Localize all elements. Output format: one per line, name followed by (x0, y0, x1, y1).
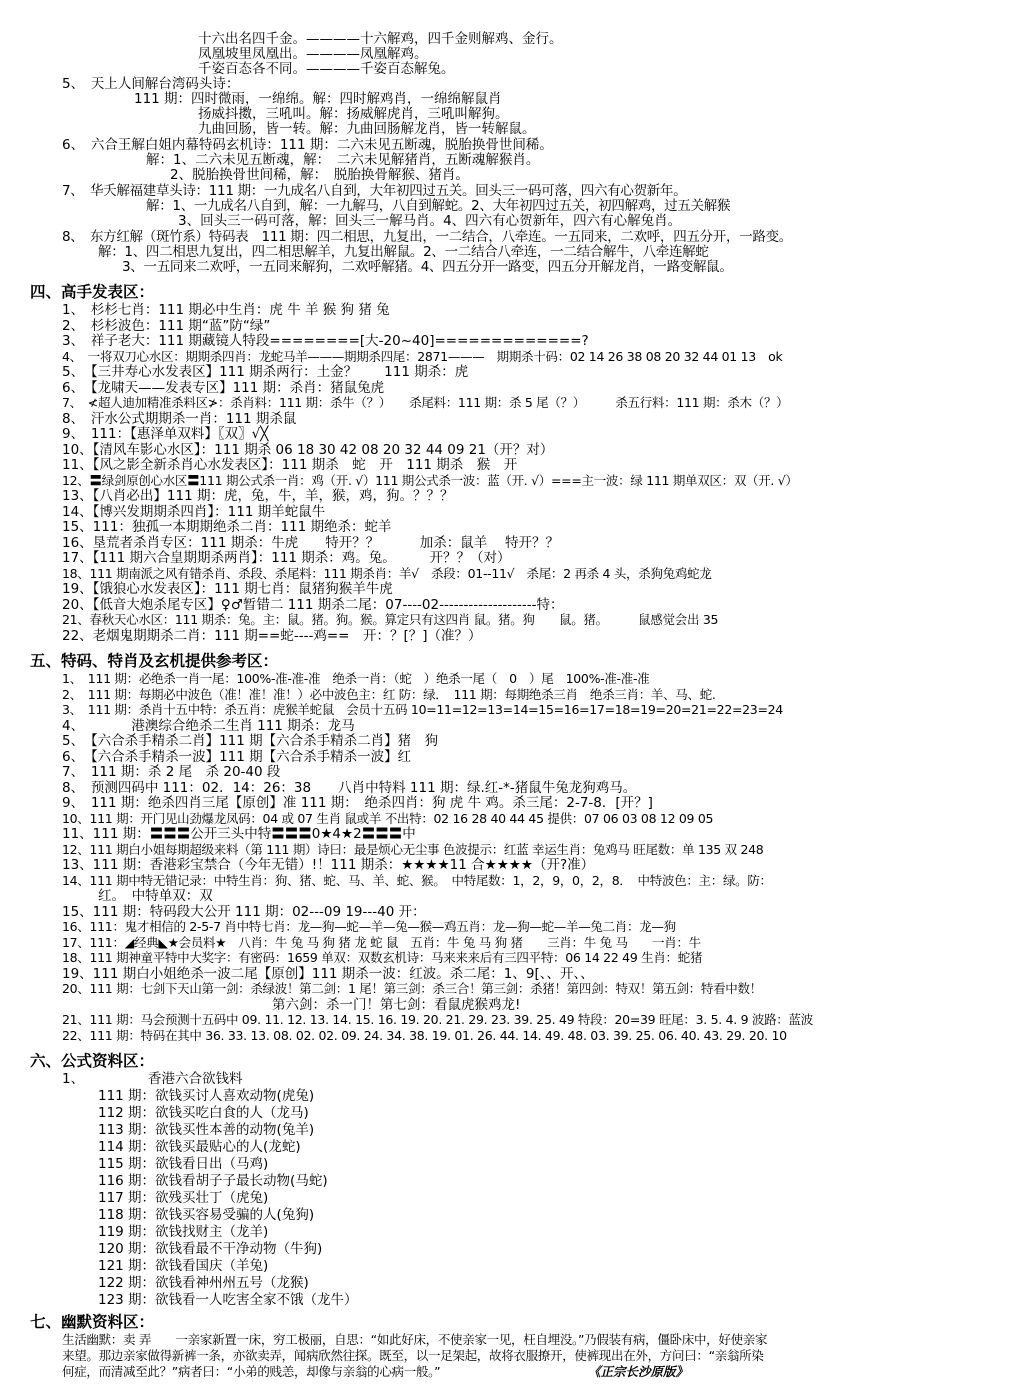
top-line: 2、脱胎换骨世间稀，解： 脱胎换骨解猴、猪肖。 (170, 167, 469, 183)
list-item: 1、 111 期：必绝杀一肖一尾：100%-准-准-准 绝杀一肖：（蛇 ）绝杀一尾（ 0 ）尾 100%-准-准-准 (62, 671, 650, 686)
list-item: 13、111 期：香港彩宝禁合（今年无错）!！111 期杀：★★★★11 合★★★★（开?准） (62, 857, 595, 873)
list-item: 8、 预测四码中 111：02．14：26：38 八肖中特料 111 期：绿.红-*-猪鼠牛兔龙狗鸡马。 (62, 780, 637, 796)
list-item: 15、111 期：特码段大公开 111 期：02---09 19---40 开： (62, 904, 426, 920)
list-item: 10、【清风车影心水区】：111 期杀 06 18 30 42 08 20 32 44 09 21（开？对） (62, 442, 554, 458)
list-item: 17、【111 期六合皇期期杀两肖】：111 期杀：鸡。兔。 开？？（对） (62, 550, 511, 566)
top-line: 凤凰坡里凤凰出。————凤凰解鸡。 (198, 46, 428, 62)
list-item: 119 期：欲钱找财主（龙羊) (98, 1224, 269, 1240)
top-line: 8、 东方红解（斑竹系）特码表 111 期：四二相思，九复出，一二结合，八牵连。一五同来，二欢呼，四五分开，一路变。 (62, 229, 792, 245)
list-item: 3、 111 期：杀肖十五中特：杀五肖：虎猴羊蛇鼠 会员十五码 10=11=12=13=14=15=16=17=18=19=20=21=22=23=24 (62, 702, 783, 717)
top-line: 3、回头三一码可落，解：回头三一解马肖。4、四六有心贺新年，四六有心解兔肖。 (178, 213, 682, 229)
list-item: 111 期：欲钱买讨人喜欢动物(虎兔) (98, 1088, 315, 1104)
top-line: 111 期：四时微雨，一绵绵。解：四时解鸡肖，一绵绵解鼠肖 (134, 91, 502, 107)
list-item: 11、【风之影全新杀肖心水发表区】：111 期杀 蛇 开 111 期杀 猴 开 (62, 457, 518, 473)
humor-line: 来望。那边亲家做得新裤一条，亦欲卖弄，闻病欣然往探。既至，以一足架起，故将衣服撩开，使裤现出在外，方问曰：“亲翁所染 (62, 1348, 764, 1363)
list-item: 9、 111：【惠泽单双料】〖双〗√╳ (62, 426, 269, 442)
top-line: 7、 华夭解福建草头诗：111 期：一九成名八自到，大年初四过五关。回头三一码可落，四六有心贺新年。 (62, 183, 687, 199)
top-line: 解：1、四二相思九复出，四二相思解羊，九复出解鼠。2、一二结合八牵连，一二结合解牛，八牵连解蛇 (98, 244, 709, 260)
subsection-title: 香港六合欲钱料 (148, 1071, 243, 1087)
top-line: 5、 天上人间解台湾码头诗： (62, 76, 240, 92)
list-item: 118 期：欲钱买容易受骗的人(兔狗) (98, 1207, 315, 1223)
list-item: 12、〓绿剑原创心水区〓111 期公式杀一肖：鸡（开. √）111 期公式杀一波：蓝（开. √）===主一波：绿 111 期单双区：双（开. √） (62, 473, 798, 488)
list-item: 4、 港澳综合绝杀二生肖 111 期杀：龙马 (62, 718, 355, 734)
list-item: 115 期：欲钱看日出（马鸡) (98, 1156, 269, 1172)
section-heading: 五、特码、特肖及玄机提供参考区： (30, 652, 279, 670)
list-item: 22、老烟鬼期期杀二肖：111 期==蛇----鸡== 开：？[？]（准？） (62, 628, 482, 644)
list-item: 117 期：欲残买壮丁（虎兔) (98, 1190, 269, 1206)
section-heading: 四、高手发表区： (30, 283, 155, 301)
list-item: 21、春秋天心水区：111 期杀：兔。主：鼠。猪。狗。猴。算定只有这四肖 鼠。猪。狗 鼠。猪。 鼠感觉会出 35 (62, 612, 719, 627)
list-item: 21、111 期：马会预测十五码中 09. 11. 12. 13. 14. 15. 16. 19. 20. 21. 29. 23. 39. 25. 49 特段：20=39 旺尾：3. 5. 4. 9 波路：蓝波 (62, 1012, 813, 1027)
list-item: 6、 【龙啸天——发表专区】111 期：杀肖：猪鼠兔虎 (62, 380, 385, 396)
list-item: 7、 ≮超人迪加精准杀料区≯：杀肖料：111 期：杀牛（？） 杀尾料：111 期：杀 5 尾（？） 杀五行料：111 期：杀木（？） (62, 395, 789, 410)
section-heading: 七、幽默资料区： (30, 1313, 155, 1331)
list-item: 18、111 期神童平特中大奖字：有密码：1659 单双：双数玄机诗：马来来来后有三四平特：06 14 22 49 生肖：蛇猪 (62, 950, 703, 965)
list-number: 1、 (62, 1071, 85, 1087)
list-item: 7、 111 期：杀 2 尾 杀 20-40 段 (62, 764, 281, 780)
list-item: 10、111 期：开门见山劲爆龙凤码：04 或 07 生肖 鼠或羊 不出特：02 16 28 40 44 45 提供：07 06 03 08 12 09 05 (62, 811, 714, 826)
list-item: 19、111 期白小姐绝杀一波二尾【原创】111 期杀一波：红波。杀二尾：1、9[、、开、、 (62, 966, 594, 982)
list-item: 14、【博兴发期期杀四肖】：111 期羊蛇鼠牛 (62, 504, 326, 520)
list-item: 20、【低音大炮杀尾专区】♀♂暂错二 111 期杀二尾：07----02--------------------特： (62, 597, 564, 613)
list-item: 16、垦荒者杀肖专区：111 期杀：牛虎 特开？？ 加杀：鼠羊 特开？？ (62, 535, 560, 551)
list-item: 9、 111 期：绝杀四肖三尾【原创】准 111 期： 绝杀四肖：狗 虎 牛 鸡。杀三尾：2-7-8．[开？] (62, 795, 653, 811)
list-item: 112 期：欲钱买吃白食的人（龙马) (98, 1105, 309, 1121)
list-item: 113 期：欲钱买性本善的动物(兔羊) (98, 1122, 315, 1138)
list-item: 17、111：◢经典◣★会员料★ 八肖：牛 兔 马 狗 猪 龙 蛇 鼠 五肖：牛 兔 马 狗 猪 三肖：牛 兔 马 一肖：牛 (62, 935, 701, 950)
list-item: 3、 祥子老大：111 期藏镜人特段========[大-20~40]=============? (62, 333, 589, 349)
list-item: 2、 杉杉波色：111 期“蓝”防“绿” (62, 318, 271, 334)
list-item: 123 期：欲钱看一人吃害全家不饿（龙牛） (98, 1292, 358, 1308)
list-item: 122 期：欲钱看神州州五号（龙猴) (98, 1275, 309, 1291)
list-item: 18、111 期南派之风有错杀肖、杀段、杀尾料：111 期杀肖：羊√ 杀段：01--11√ 杀尾：2 再杀 4 头，杀狗兔鸡蛇龙 (62, 566, 712, 581)
top-line: 解：1、一九成名八自到，解：一九解马，八自到解蛇。2、大年初四过五关，初四解鸡，过五关解猴 (146, 198, 731, 214)
list-item: 19、【饿狼心水发表区】：111 期七肖：鼠猪狗猴羊牛虎 (62, 581, 393, 597)
list-item: 2、 111 期：每期必中波色（准！准！准！）必中波色主：红 防：绿． 111 期：每期绝杀三肖 绝杀三肖：羊、马、蛇. (62, 687, 716, 702)
list-item: 22、111 期：特码在其中 36. 33. 13. 08. 02. 02. 09. 24. 34. 38. 19. 01. 26. 44. 14. 49. 48. 03. 39. 25. 06. 40. 43. 29. 20. 10 (62, 1028, 787, 1043)
top-line: 九曲回肠，皆一转。解：九曲回肠解龙肖，皆一转解鼠。 (198, 121, 536, 137)
list-item: 8、 汗水公式期期杀一肖：111 期杀鼠 (62, 411, 297, 427)
list-item: 第六剑：杀一门！第七剑：看鼠虎猴鸡龙! (272, 997, 521, 1013)
source-signature: 《正宗长沙原版》 (588, 1364, 689, 1379)
list-item: 1、 杉杉七肖：111 期必中生肖：虎 牛 羊 猴 狗 猪 兔 (62, 302, 390, 318)
list-item: 14、111 期中特无错记录：中特生肖：狗、猪、蛇、马、羊、蛇、猴。 中特尾数：1，2，9，0，2，8． 中特波色：主：绿。防： (62, 873, 772, 888)
list-item: 116 期：欲钱看胡子子最长动物(马蛇) (98, 1173, 328, 1189)
list-item: 5、 【六合杀手精杀二肖】111 期【六合杀手精杀二肖】猪 狗 (62, 733, 439, 749)
list-item: 15、111：独孤一本期期绝杀二肖：111 期绝杀：蛇羊 (62, 519, 392, 535)
list-item: 5、 【三井寿心水发表区】111 期杀两行：土金？ 111 期杀：虎 (62, 364, 469, 380)
list-item: 11、111 期：〓〓〓公开三头中特〓〓〓0★4★2〓〓〓中 (62, 826, 416, 842)
list-item: 4、 一将双刀心水区：期期杀四肖：龙蛇马羊———期期杀四尾：2871——— 期期杀十码：02 14 26 38 08 20 32 44 01 13 ok (62, 349, 783, 364)
humor-line: 生活幽默：卖 弄 一亲家新置一床，穷工极丽，自思：“如此好床，不使亲家一见，枉自埋没。”乃假装有病，僵卧床中，好使亲家 (62, 1332, 768, 1347)
top-line: 3、一五同来二欢呼，一五同来解狗，二欢呼解猪。4、四五分开一路变，四五分开解龙肖，一路变解鼠。 (122, 259, 733, 275)
list-item: 114 期：欲钱买最贴心的人(龙蛇) (98, 1139, 301, 1155)
top-line: 十六出名四千金。————十六解鸡，四千金则解鸡、金行。 (198, 31, 563, 47)
list-item: 12、111 期白小姐每期超级来料（第 111 期）诗曰：最是烦心无尘事 色波提示：红蓝 幸运生肖：兔鸡马 旺尾数：单 135 双 248 (62, 842, 764, 857)
list-item: 13、【八肖必出】111 期：虎，兔，牛，羊，猴，鸡，狗。？？？ (62, 488, 454, 504)
top-line: 6、 六合王解白姐内幕特码玄机诗：111 期：二六未见五断魂，脱胎换骨世间稀。 (62, 137, 553, 153)
list-item: 6、 【六合杀手精杀一波】111 期【六合杀手精杀一波】红 (62, 749, 412, 765)
list-item: 16、111：鬼才相信的 2-5-7 肖中特七肖：龙—狗—蛇—羊—兔—猴—鸡五肖：龙—狗—蛇—羊—兔二肖：龙—狗 (62, 919, 676, 934)
list-item: 红。 中特单双：双 (98, 888, 213, 904)
top-line: 扬威抖擞，三吼叫。解：扬威解虎肖，三吼叫解狗。 (198, 106, 509, 122)
list-item: 20、111 期：七剑下天山第一剑：杀绿波！第二剑：1 尾！第三剑：杀三合！第三剑：杀猪！第四剑：特双！第五剑：特看中数！ (62, 981, 762, 996)
list-item: 120 期：欲钱看最不干净动物（牛狗) (98, 1241, 323, 1257)
top-line: 千姿百态各不同。————千姿百态解兔。 (198, 61, 455, 77)
top-line: 解：1、二六未见五断魂，解： 二六未见解猪肖，五断魂解猴肖。 (146, 152, 540, 168)
list-item: 121 期：欲钱看国庆（羊兔) (98, 1258, 269, 1274)
section-heading: 六、公式资料区： (30, 1052, 155, 1070)
humor-line: 何症，而清减至此？”病者曰：“小弟的贱恙，却像与亲翁的心病一般。” (62, 1364, 441, 1379)
